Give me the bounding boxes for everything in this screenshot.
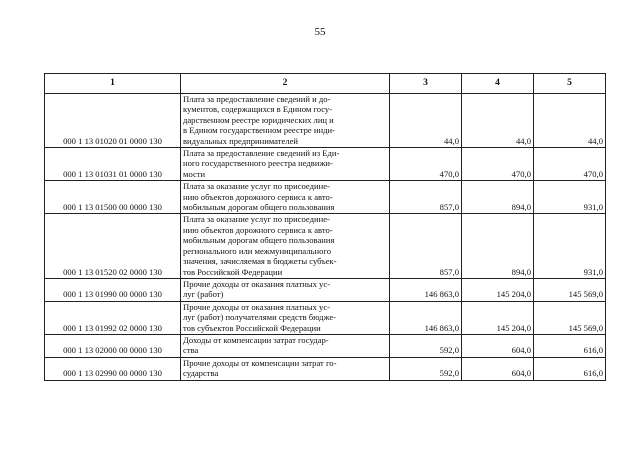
value-col-3: 146 863,0 xyxy=(390,301,462,334)
value-col-3: 470,0 xyxy=(390,148,462,181)
table-row xyxy=(45,334,606,357)
revenue-name xyxy=(181,357,390,380)
revenue-name-line: Прочие доходы от компенсации затрат го- xyxy=(183,357,337,368)
table-row xyxy=(45,357,606,380)
revenue-name xyxy=(181,334,390,357)
revenue-name-line: сударства xyxy=(183,368,219,379)
value-col-5: 931,0 xyxy=(534,181,606,214)
revenue-name-line: тов субъектов Российской Федерации xyxy=(183,322,321,333)
revenue-name xyxy=(181,301,390,334)
header-col-2: 2 xyxy=(181,74,390,94)
table-row xyxy=(45,214,606,278)
value-col-5: 145 569,0 xyxy=(534,278,606,301)
revenue-name-line: ного государственного реестра недвижи- xyxy=(183,158,333,169)
value-col-5: 616,0 xyxy=(534,334,606,357)
budget-code: 000 1 13 01500 00 0000 130 xyxy=(45,181,181,214)
revenue-name-line: в Едином государственном реестре инди- xyxy=(183,125,335,136)
revenue-name-line: мобильным дорогам общего пользования xyxy=(183,202,335,213)
revenue-name-line: Плата за оказание услуг по присоедине- xyxy=(183,214,330,225)
value-col-4: 894,0 xyxy=(462,214,534,278)
value-col-5: 44,0 xyxy=(534,94,606,148)
value-col-3: 44,0 xyxy=(390,94,462,148)
budget-code: 000 1 13 02000 00 0000 130 xyxy=(45,334,181,357)
budget-code: 000 1 13 01992 02 0000 130 xyxy=(45,301,181,334)
budget-code: 000 1 13 01020 01 0000 130 xyxy=(45,94,181,148)
header-col-3: 3 xyxy=(390,74,462,94)
header-col-1: 1 xyxy=(45,74,181,94)
value-col-4: 604,0 xyxy=(462,357,534,380)
revenue-name-line: мобильным дорогам общего пользования xyxy=(183,235,335,246)
budget-code: 000 1 13 01520 02 0000 130 xyxy=(45,214,181,278)
revenue-name-line: Прочие доходы от оказания платных ус- xyxy=(183,278,331,289)
revenue-name-line: значения, зачисляемая в бюджеты субъек- xyxy=(183,256,337,267)
value-col-5: 616,0 xyxy=(534,357,606,380)
table-row xyxy=(45,278,606,301)
revenue-name-line: кументов, содержащихся в Едином госу- xyxy=(183,104,333,115)
revenue-name-line: мости xyxy=(183,168,206,179)
budget-code: 000 1 13 01031 01 0000 130 xyxy=(45,148,181,181)
value-col-4: 894,0 xyxy=(462,181,534,214)
value-col-3: 592,0 xyxy=(390,357,462,380)
revenue-name xyxy=(181,94,390,148)
revenue-name-line: нию объектов дорожного сервиса к авто- xyxy=(183,224,333,235)
revenue-name-line: Прочие доходы от оказания платных ус- xyxy=(183,301,331,312)
header-col-4: 4 xyxy=(462,74,534,94)
budget-code: 000 1 13 02990 00 0000 130 xyxy=(45,357,181,380)
table-row xyxy=(45,301,606,334)
revenue-name-line: Плата за предоставление сведений и до- xyxy=(183,94,331,104)
budget-revenue-table xyxy=(44,73,606,381)
revenue-name-line: Плата за предоставление сведений из Еди- xyxy=(183,148,340,159)
revenue-name-line: Доходы от компенсации затрат государ- xyxy=(183,334,329,345)
budget-code: 000 1 13 01990 00 0000 130 xyxy=(45,278,181,301)
revenue-name-line: Плата за оказание услуг по присоедине- xyxy=(183,181,330,192)
value-col-3: 857,0 xyxy=(390,214,462,278)
value-col-3: 592,0 xyxy=(390,334,462,357)
revenue-name-line: тов Российской Федерации xyxy=(183,266,283,277)
revenue-name-line: ства xyxy=(183,345,199,356)
revenue-name xyxy=(181,278,390,301)
revenue-name xyxy=(181,214,390,278)
value-col-3: 857,0 xyxy=(390,181,462,214)
value-col-3: 146 863,0 xyxy=(390,278,462,301)
value-col-4: 145 204,0 xyxy=(462,278,534,301)
value-col-5: 931,0 xyxy=(534,214,606,278)
revenue-name-line: регионального или межмуниципального xyxy=(183,245,332,256)
header-row xyxy=(45,74,606,94)
header-col-5: 5 xyxy=(534,74,606,94)
value-col-5: 470,0 xyxy=(534,148,606,181)
value-col-4: 470,0 xyxy=(462,148,534,181)
revenue-name-line: луг (работ) xyxy=(183,289,224,300)
revenue-name-line: луг (работ) получателями средств бюдже- xyxy=(183,312,337,323)
revenue-name xyxy=(181,181,390,214)
value-col-4: 145 204,0 xyxy=(462,301,534,334)
table-row xyxy=(45,181,606,214)
value-col-5: 145 569,0 xyxy=(534,301,606,334)
page-number: 55 xyxy=(314,26,326,38)
value-col-4: 44,0 xyxy=(462,94,534,148)
value-col-4: 604,0 xyxy=(462,334,534,357)
revenue-name-line: дарственном реестре юридических лиц и xyxy=(183,114,334,125)
table-row xyxy=(45,94,606,148)
revenue-name-line: нию объектов дорожного сервиса к авто- xyxy=(183,191,333,202)
revenue-name-line: видуальных предпринимателей xyxy=(183,135,299,146)
revenue-name xyxy=(181,148,390,181)
table-row xyxy=(45,148,606,181)
